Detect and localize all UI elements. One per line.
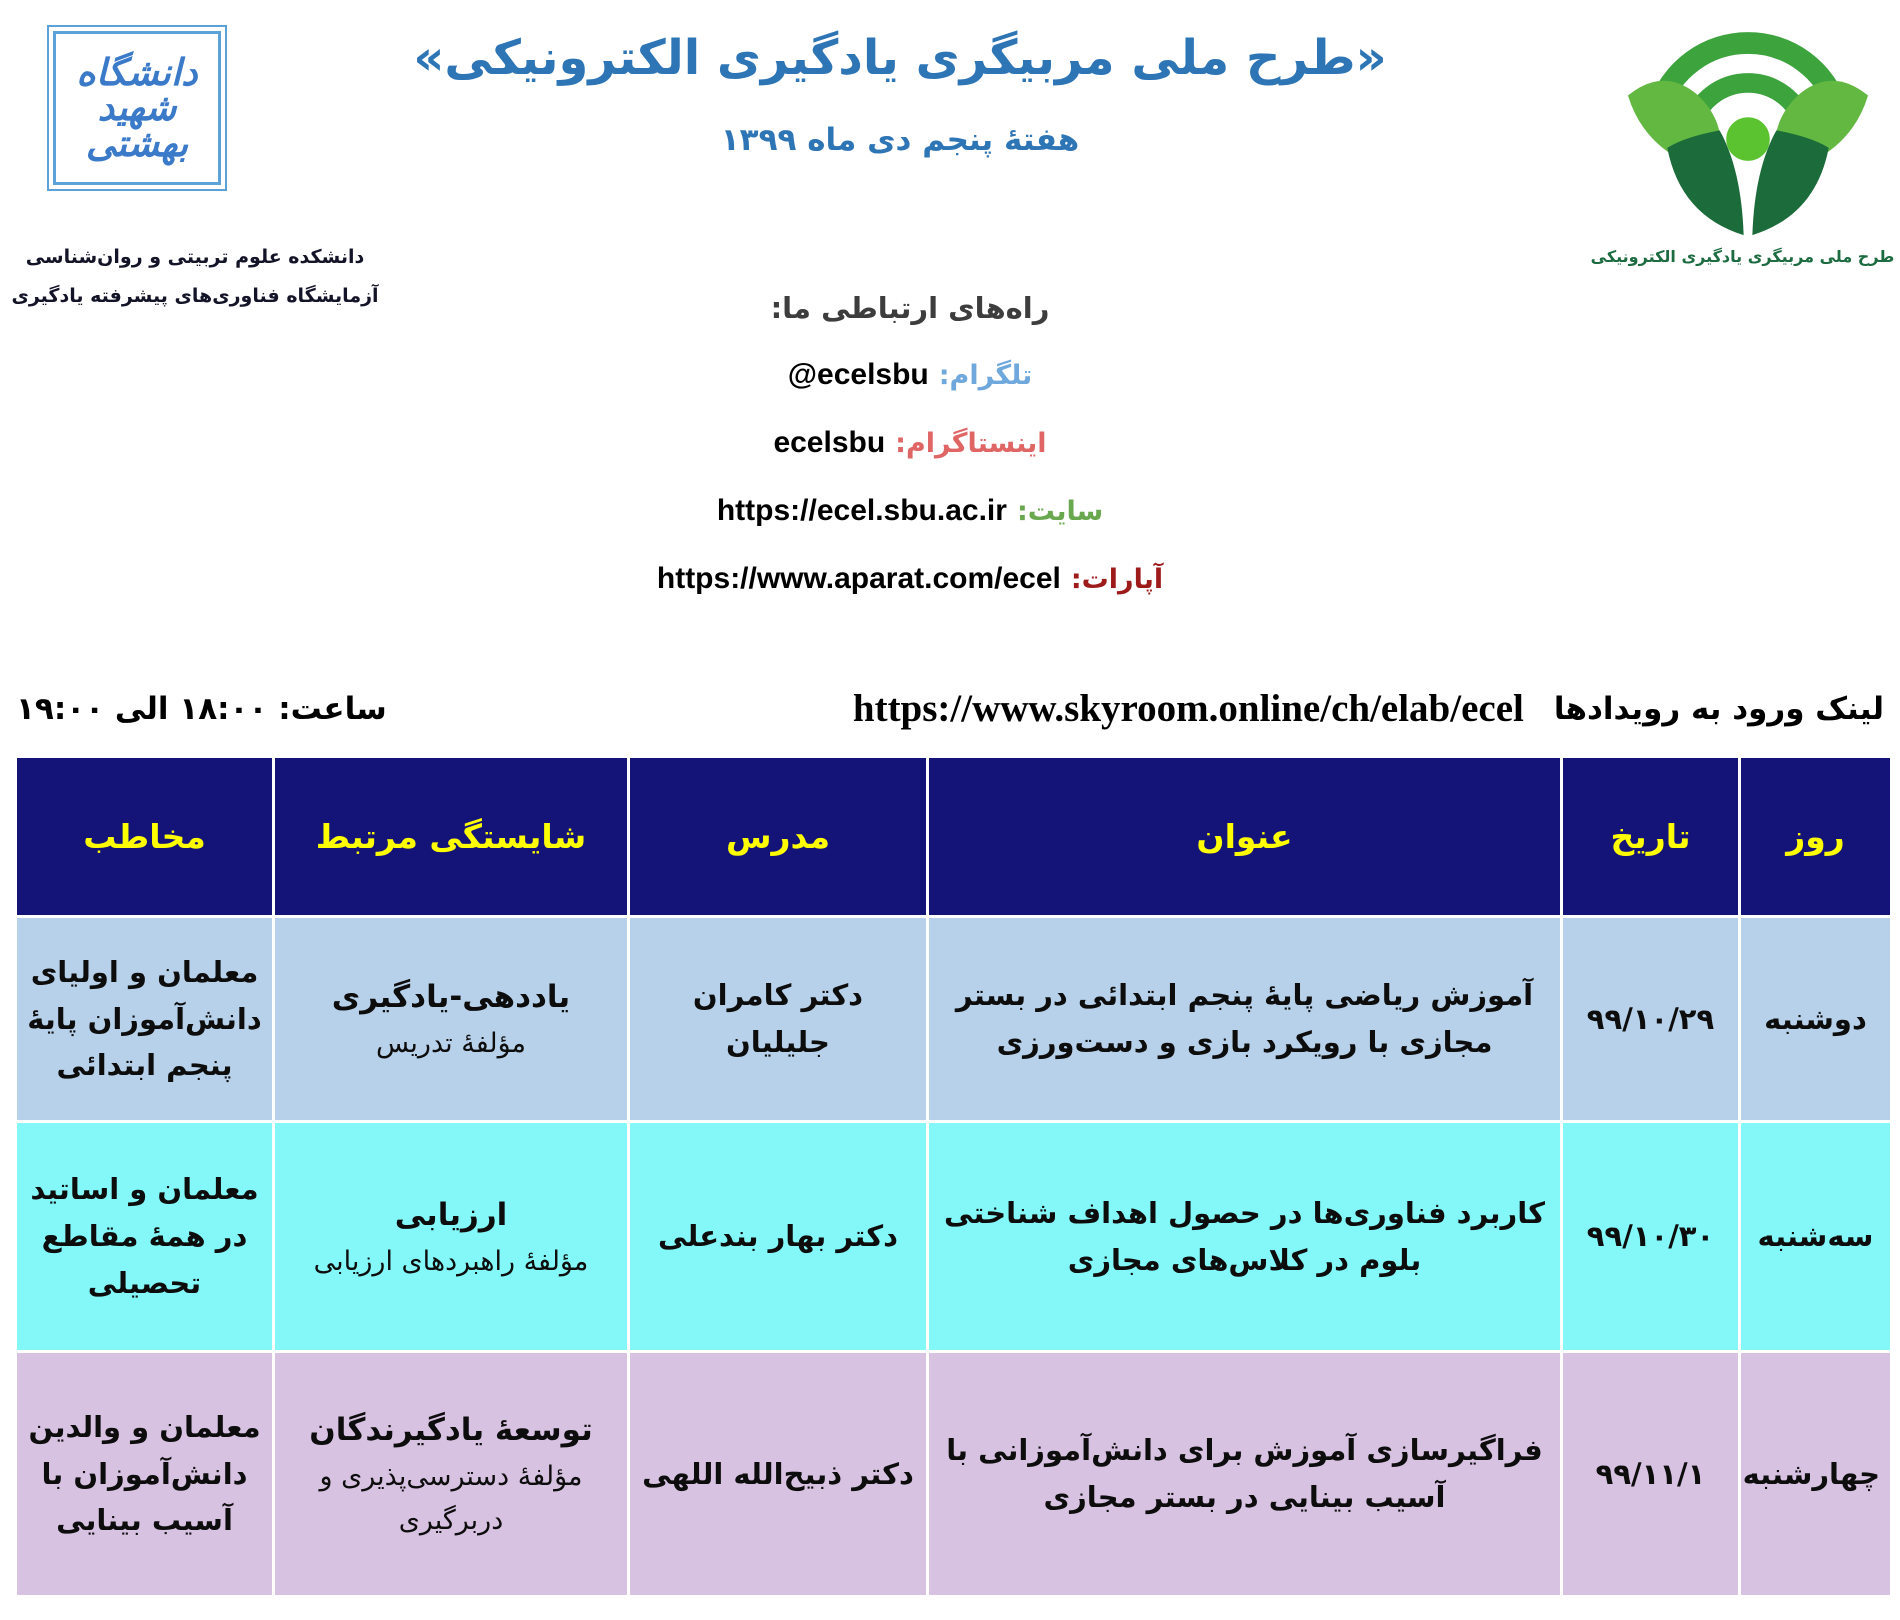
program-logo-icon [1612, 6, 1884, 246]
website-url[interactable]: https://ecel.sbu.ac.ir [716, 494, 1007, 527]
cell-title: فراگیرسازی آموزش برای دانش‌آموزانی با آسیب بینایی در بستر مجازی [928, 1352, 1562, 1597]
cell-competency [274, 1122, 629, 1352]
instagram-handle[interactable]: ecelsbu [773, 426, 886, 459]
schedule-header-row [16, 757, 1892, 917]
cell-date: ۹۹/۱۰/۳۰ [1562, 1122, 1740, 1352]
cell-title: آموزش ریاضی پایهٔ پنجم ابتدائی در بستر مجازی با رویکرد بازی و دست‌ورزی [928, 917, 1562, 1122]
table-row [16, 1122, 1892, 1352]
logo-word: بهشتی [85, 121, 189, 165]
cell-day: سه‌شنبه [1740, 1122, 1892, 1352]
col-header-date: تاریخ [1562, 757, 1740, 917]
col-header-audience: مخاطب [16, 757, 274, 917]
competency-main: یاددهی-یادگیری [331, 979, 571, 1016]
events-link-label: لینک ورود به رویدادها [1553, 690, 1884, 727]
competency-sub: مؤلفهٔ تدریس [375, 1028, 527, 1060]
website-label: سایت: [1016, 495, 1104, 527]
instagram-label: اینستاگرام: [895, 427, 1047, 459]
university-logo [47, 25, 227, 191]
page-title: «طرح ملی مربیگری یادگیری الکترونیکی» [413, 30, 1387, 86]
session-time: ساعت: ۱۸:۰۰ الی ۱۹:۰۰ [16, 690, 387, 727]
competency-main: توسعهٔ یادگیرندگان [309, 1412, 593, 1449]
contact-block [460, 283, 1360, 613]
cell-audience: معلمان و والدین دانش‌آموزان با آسیب بینایی [16, 1352, 274, 1597]
program-logo-caption: طرح ملی مربیگری یادگیری الکترونیکی [1590, 247, 1895, 266]
contact-heading: راه‌های ارتباطی ما: [770, 291, 1050, 325]
cell-day: چهارشنبه [1740, 1352, 1892, 1597]
competency-sub: مؤلفهٔ دسترسی‌پذیری و دربرگیری [319, 1461, 583, 1537]
col-header-instructor: مدرس [629, 757, 928, 917]
aparat-line [460, 545, 1360, 613]
events-link-row [0, 686, 1900, 731]
university-logo-calligraphy [53, 31, 221, 185]
competency-main: ارزیابی [394, 1196, 508, 1233]
aparat-label: آپارات: [1070, 563, 1164, 595]
col-header-title: عنوان [928, 757, 1562, 917]
cell-date: ۹۹/۱۱/۱ [1562, 1352, 1740, 1597]
cell-audience: معلمان و اولیای دانش‌آموزان پایهٔ پنجم ابتدائی [16, 917, 274, 1122]
telegram-handle[interactable]: @ecelsbu [787, 358, 929, 391]
cell-competency [274, 1352, 629, 1597]
competency-sub: مؤلفهٔ راهبردهای ارزیابی [313, 1245, 589, 1277]
schedule-table [14, 755, 1893, 1598]
cell-instructor: دکتر ذبیح‌الله اللهی [629, 1352, 928, 1597]
cell-day: دوشنبه [1740, 917, 1892, 1122]
col-header-competency: شایستگی مرتبط [274, 757, 629, 917]
col-header-day: روز [1740, 757, 1892, 917]
website-line [460, 477, 1360, 545]
instagram-line [460, 409, 1360, 477]
cell-instructor: دکتر بهار بندعلی [629, 1122, 928, 1352]
faculty-block [0, 238, 390, 316]
table-row [16, 917, 1892, 1122]
logo-word: دانشگاه [76, 51, 198, 95]
cell-title: کاربرد فناوری‌ها در حصول اهداف شناختی بلوم در کلاس‌های مجازی [928, 1122, 1562, 1352]
telegram-label: تلگرام: [938, 359, 1033, 391]
page-subtitle: هفتهٔ پنجم دی ماه ۱۳۹۹ [720, 122, 1080, 158]
lab-name: آزمایشگاه فناوری‌های پیشرفته یادگیری [11, 284, 379, 307]
events-link-url[interactable]: https://www.skyroom.online/ch/elab/ecel [852, 687, 1524, 730]
logo-word: شهید [97, 86, 177, 130]
table-row [16, 1352, 1892, 1597]
cell-competency [274, 917, 629, 1122]
cell-date: ۹۹/۱۰/۲۹ [1562, 917, 1740, 1122]
aparat-url[interactable]: https://www.aparat.com/ecel [656, 562, 1061, 595]
telegram-line [460, 341, 1360, 409]
cell-audience: معلمان و اساتید در همهٔ مقاطع تحصیلی [16, 1122, 274, 1352]
faculty-name: دانشکده علوم تربیتی و روان‌شناسی [25, 246, 365, 268]
cell-instructor: دکتر کامران جلیلیان [629, 917, 928, 1122]
